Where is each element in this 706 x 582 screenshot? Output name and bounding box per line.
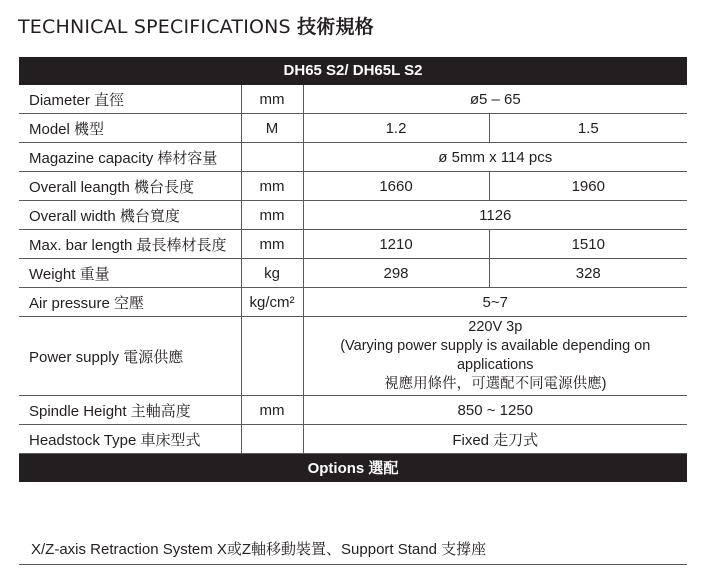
table-row: [19, 259, 687, 288]
row-unit: [241, 425, 303, 454]
row-value: 850 ~ 1250: [303, 396, 687, 425]
row-label: Model 機型: [19, 114, 241, 143]
row-unit: M: [241, 114, 303, 143]
table-row: [19, 288, 687, 317]
title-zh: 技術規格: [297, 16, 374, 38]
options-header-row: [19, 454, 687, 482]
row-label: Diameter 直徑: [19, 85, 241, 114]
model-header: DH65 S2/ DH65L S2: [19, 57, 687, 85]
row-label: Overall width 機台寬度: [19, 201, 241, 230]
row-value: ø 5mm x 114 pcs: [303, 143, 687, 172]
row-value: 1126: [303, 201, 687, 230]
row-value-a: 1660: [303, 172, 489, 201]
row-unit: mm: [241, 230, 303, 259]
options-header: Options 選配: [19, 454, 687, 482]
title-en: TECHNICAL SPECIFICATIONS: [18, 16, 291, 38]
options-text: X/Z-axis Retraction System X或Z軸移動裝置、Support Stand 支撐座: [19, 534, 687, 565]
table-row: [19, 230, 687, 259]
table-row: [19, 143, 687, 172]
row-value-b: 1.5: [489, 114, 687, 143]
row-unit: [241, 143, 303, 172]
row-label: Air pressure 空壓: [19, 288, 241, 317]
row-unit: mm: [241, 172, 303, 201]
row-value: Fixed 走刀式: [303, 425, 687, 454]
table-row: [19, 172, 687, 201]
row-unit: kg: [241, 259, 303, 288]
row-label: Weight 重量: [19, 259, 241, 288]
table-row: [19, 425, 687, 454]
row-value-b: 328: [489, 259, 687, 288]
table-row: [19, 317, 687, 396]
power-line-3: 視應用條件，可選配不同電源供應): [384, 376, 607, 392]
model-header-row: [19, 57, 687, 85]
spec-table: [19, 57, 687, 482]
row-value: ø5 – 65: [303, 85, 687, 114]
row-unit: mm: [241, 396, 303, 425]
row-label: Magazine capacity 棒材容量: [19, 143, 241, 172]
row-unit: [241, 317, 303, 396]
row-value-a: 1.2: [303, 114, 489, 143]
table-row: [19, 396, 687, 425]
row-label: Headstock Type 車床型式: [19, 425, 241, 454]
row-label: Max. bar length 最長棒材長度: [19, 230, 241, 259]
table-row: [19, 114, 687, 143]
row-value-a: 1210: [303, 230, 489, 259]
table-row: [19, 201, 687, 230]
row-label: Power supply 電源供應: [19, 317, 241, 396]
power-line-1: 220V 3p: [468, 319, 523, 335]
row-label: Spindle Height 主軸高度: [19, 396, 241, 425]
row-unit: kg/cm²: [241, 288, 303, 317]
table-row: [19, 85, 687, 114]
row-unit: mm: [241, 201, 303, 230]
row-value-a: 298: [303, 259, 489, 288]
row-value: 5~7: [303, 288, 687, 317]
power-line-2: (Varying power supply is available depending on applications: [340, 338, 651, 373]
row-label: Overall leangth 機台長度: [19, 172, 241, 201]
power-supply-value: [303, 317, 687, 396]
row-value-b: 1960: [489, 172, 687, 201]
page-title: [18, 12, 374, 39]
row-value-b: 1510: [489, 230, 687, 259]
row-unit: mm: [241, 85, 303, 114]
